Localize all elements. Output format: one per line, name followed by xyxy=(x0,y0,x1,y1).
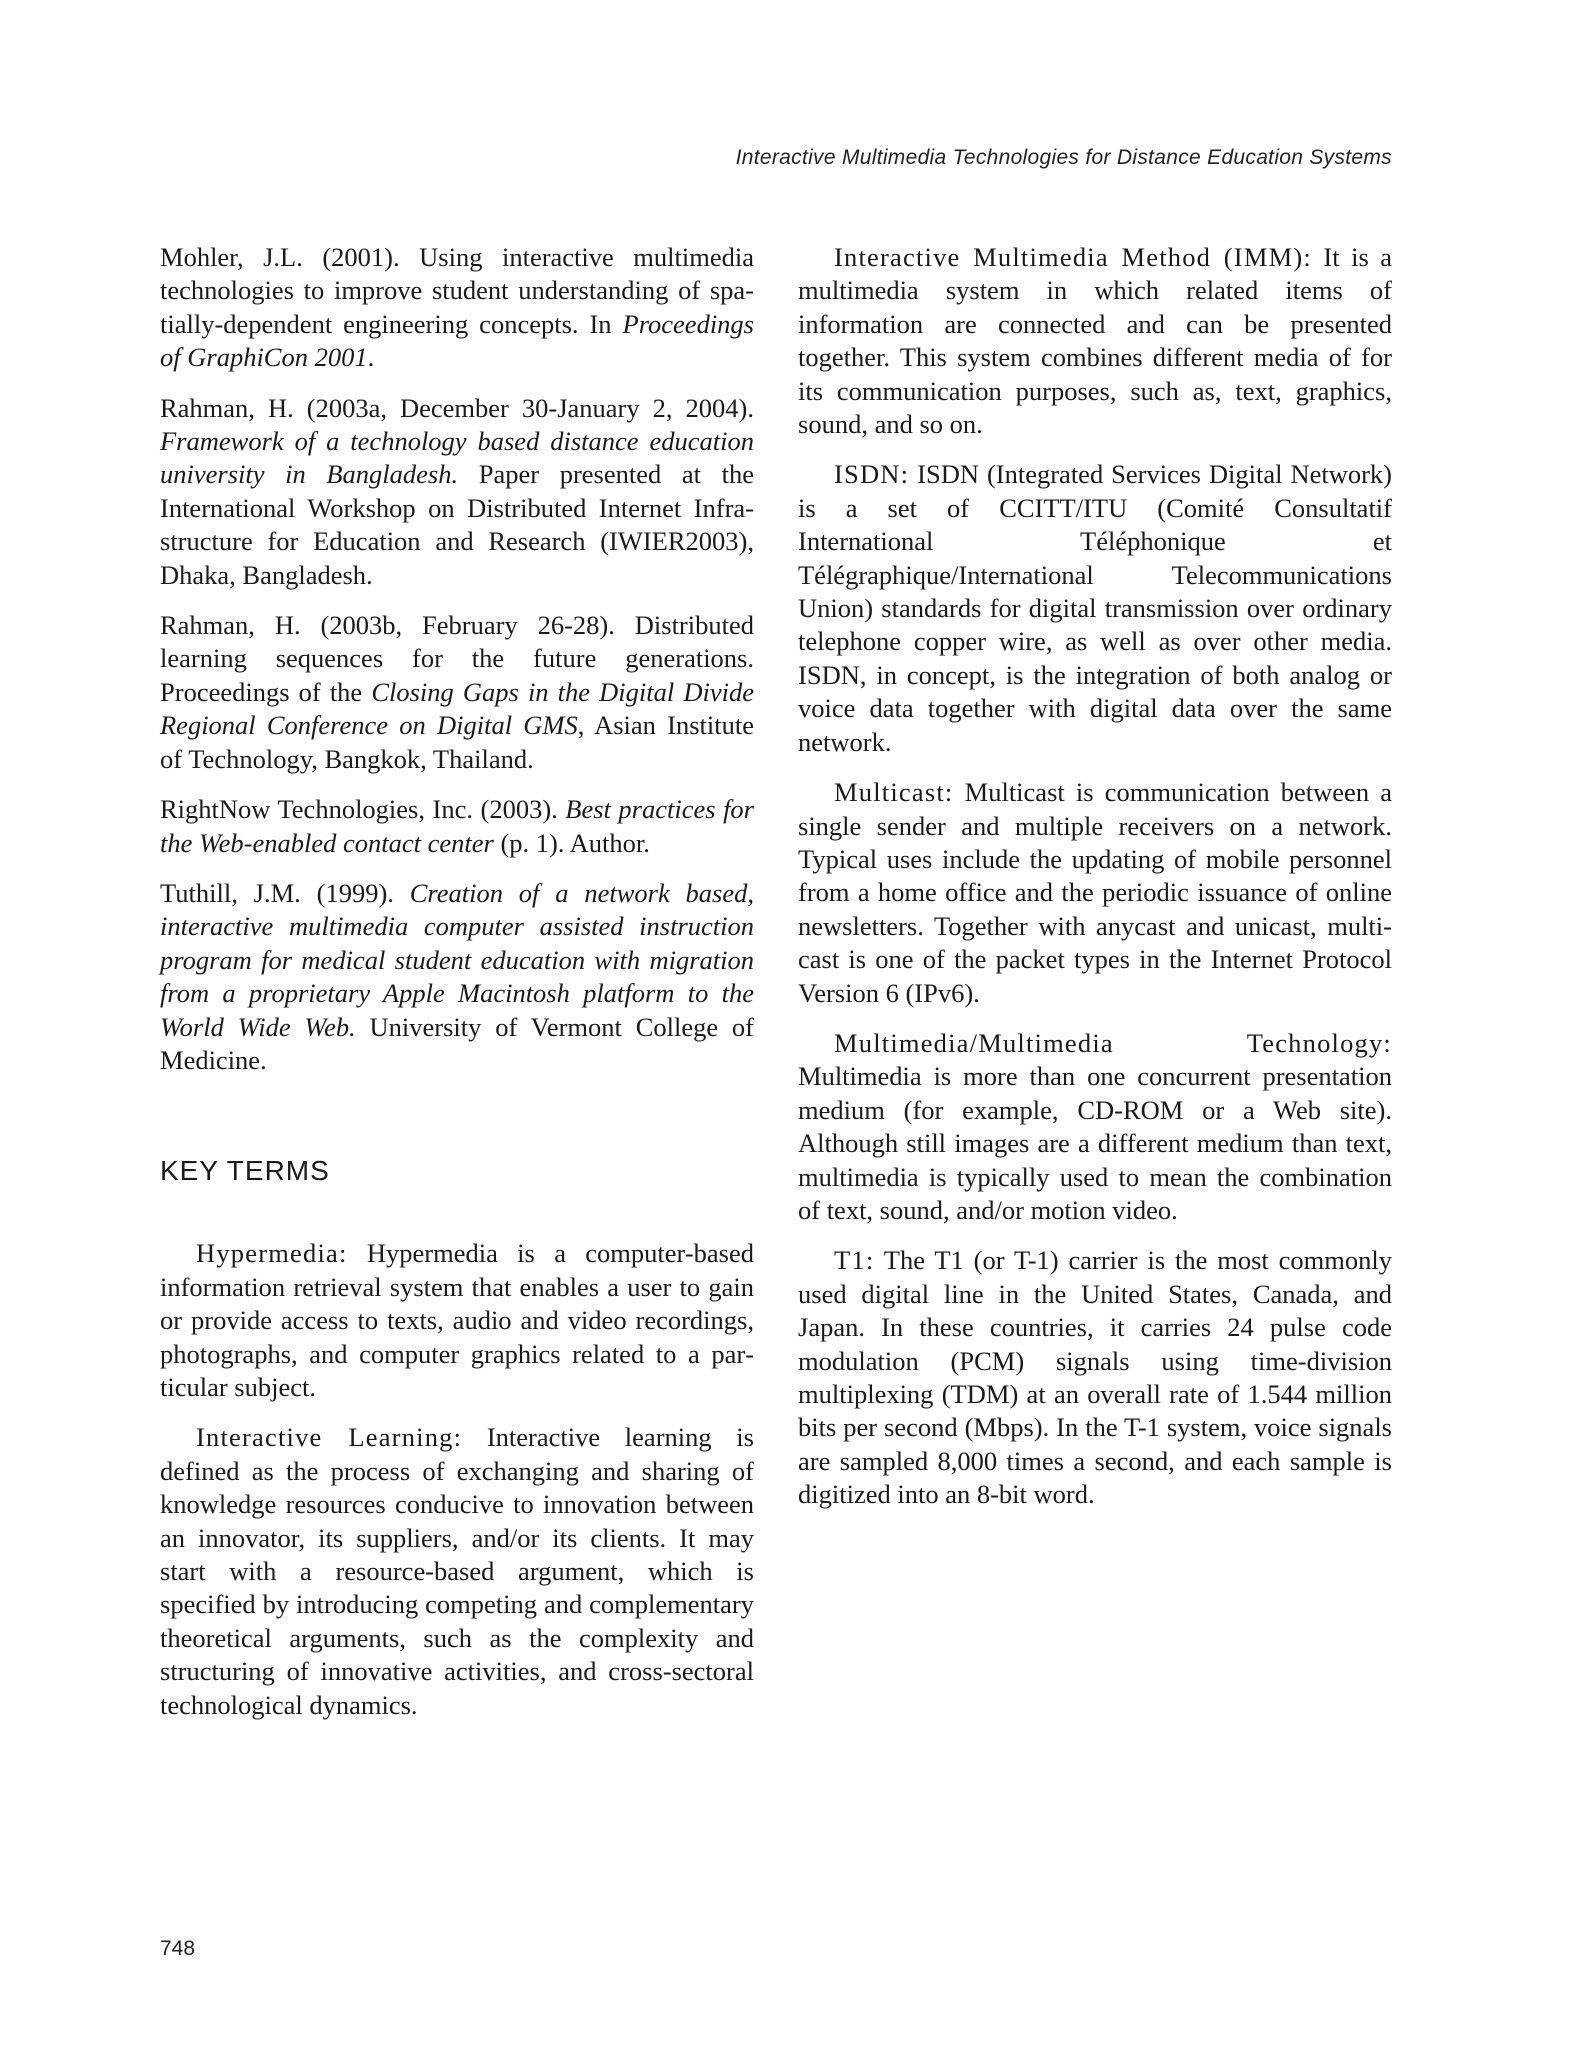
reference-text: RightNow Technologies, Inc. (2003). xyxy=(160,794,566,825)
term-t1 xyxy=(798,1244,1392,1511)
reference-text: . xyxy=(367,342,375,373)
reference-italic: Framework of a technology based distance education university in Bangladesh. xyxy=(160,426,754,490)
reference-italic: Creation of a network based, interactive multimedia computer assisted instruction program for medical student education with migration from a proprietary Apple Macintosh platform to the World Wide Web. xyxy=(160,877,754,1042)
reference-italic: Closing Gaps in the Digital Divide Regional Conference on Digital GMS xyxy=(160,676,754,741)
term-name: T1: xyxy=(834,1245,875,1276)
reference-rahman-2003b xyxy=(160,609,754,776)
term-definition: Interactive learning is defined as the process of exchanging and sharing of knowledge resources conducive to innovation between an innovator, its suppliers, and/or its clients. It may start with a resource-based argument, which is specified by introducing competing and complementary theoretical arguments, such as the complexity and structuring of innovative activities, and cross-sectoral technological dynamics. xyxy=(160,1422,754,1720)
reference-rahman-2003a xyxy=(160,392,754,592)
reference-italic: Best practices for the Web-enabled contact center xyxy=(160,794,754,858)
term-definition: Multimedia is more than one concurrent presentation medium (for example, CD-ROM or a Web site). Although still images are a different medium than text, multimedia is typically used to mean the combination of text, sound, and/or motion video. xyxy=(798,1061,1392,1225)
reference-text: Rahman, H. (2003b, February 26-28). Distributed learning sequences for the future generations. Proceedings of the xyxy=(160,610,754,707)
term-isdn xyxy=(798,458,1392,759)
reference-text: (p. 1). Author. xyxy=(493,827,650,858)
page-number: 748 xyxy=(160,1937,196,1960)
reference-text: Mohler, J.L. (2001). Using interactive multimedia technologies to improve student understanding of spatially-dependent engineering concepts. In xyxy=(160,242,754,339)
reference-text: Tuthill, J.M. (1999). xyxy=(160,877,410,908)
reference-italic: Proceedings of GraphiCon 2001 xyxy=(160,308,754,373)
term-name: Multimedia/Multimedia Technology: xyxy=(834,1027,1392,1058)
term-name: Interactive Learning: xyxy=(196,1422,463,1453)
term-definition: It is a multimedia system in which related items of information are connected and can be presented together. This system combines different media of for its communication purposes, such as, text, graphics, sound, and so on. xyxy=(798,242,1392,440)
term-definition: The T1 (or T-1) carrier is the most commonly used digital line in the United States, Canada, and Japan. In these countries, it carries 24 pulse code modulation (PCM) signals using time-division multiplexing (TDM) at an overall rate of 1.544 million bits per second (Mbps). In the T-1 system, voice signals are sampled 8,000 times a second, and each sample is digitized into an 8-bit word. xyxy=(798,1245,1392,1510)
term-definition: ISDN (Integrated Services Digital Network) is a set of CCITT/ITU (Comité Consultatif International Téléphonique et Télégraphique/International Telecommunications Union) standards for digital transmission over ordinary telephone copper wire, as well as over other media. ISDN, in concept, is the integration of both analog or voice data together with digital data over the same network. xyxy=(798,459,1392,757)
term-multicast xyxy=(798,776,1392,1010)
term-name: Interactive Multimedia Method (IMM): xyxy=(834,242,1312,272)
reference-mohler xyxy=(160,241,754,375)
term-name: ISDN: xyxy=(834,459,910,490)
key-terms-heading: KEY TERMS xyxy=(160,1155,330,1187)
reference-tuthill xyxy=(160,877,754,1077)
term-interactive-learning xyxy=(160,1421,754,1722)
term-name: Hypermedia: xyxy=(196,1238,348,1269)
running-header: Interactive Multimedia Technologies for Distance Education Systems xyxy=(735,146,1392,169)
term-definition: Multicast is communication between a single sender and multiple receivers on a network. Typical uses include the updating of mobile personnel from a home office and the periodic issuance of online newsletters. Together with anycast and unicast, multicast is one of the packet types in the Internet Protocol Version 6 (IPv6). xyxy=(798,777,1392,1008)
right-column xyxy=(798,241,1392,1529)
reference-text: University of Vermont College of Medicine. xyxy=(160,1011,755,1075)
reference-text: Rahman, H. (2003a, December 30-January 2, 2004). xyxy=(160,392,754,423)
term-name: Multicast: xyxy=(834,777,954,808)
reference-rightnow xyxy=(160,793,754,860)
term-definition: Hypermedia is a computer-based information retrieval system that enables a user to gain or provide access to texts, audio and video recordings, photographs, and computer graphics related to a particular subject. xyxy=(160,1238,754,1402)
term-hypermedia xyxy=(160,1237,754,1404)
term-imm xyxy=(798,241,1392,441)
reference-text: , Asian Institute of Technology, Bangkok, Thailand. xyxy=(160,710,754,774)
term-multimedia xyxy=(798,1027,1392,1227)
reference-text: Paper presented at the International Workshop on Distributed Internet Infrastructure for Education and Research (IWIER2003), Dhaka, Bangladesh. xyxy=(160,459,754,590)
left-column xyxy=(160,241,754,1739)
